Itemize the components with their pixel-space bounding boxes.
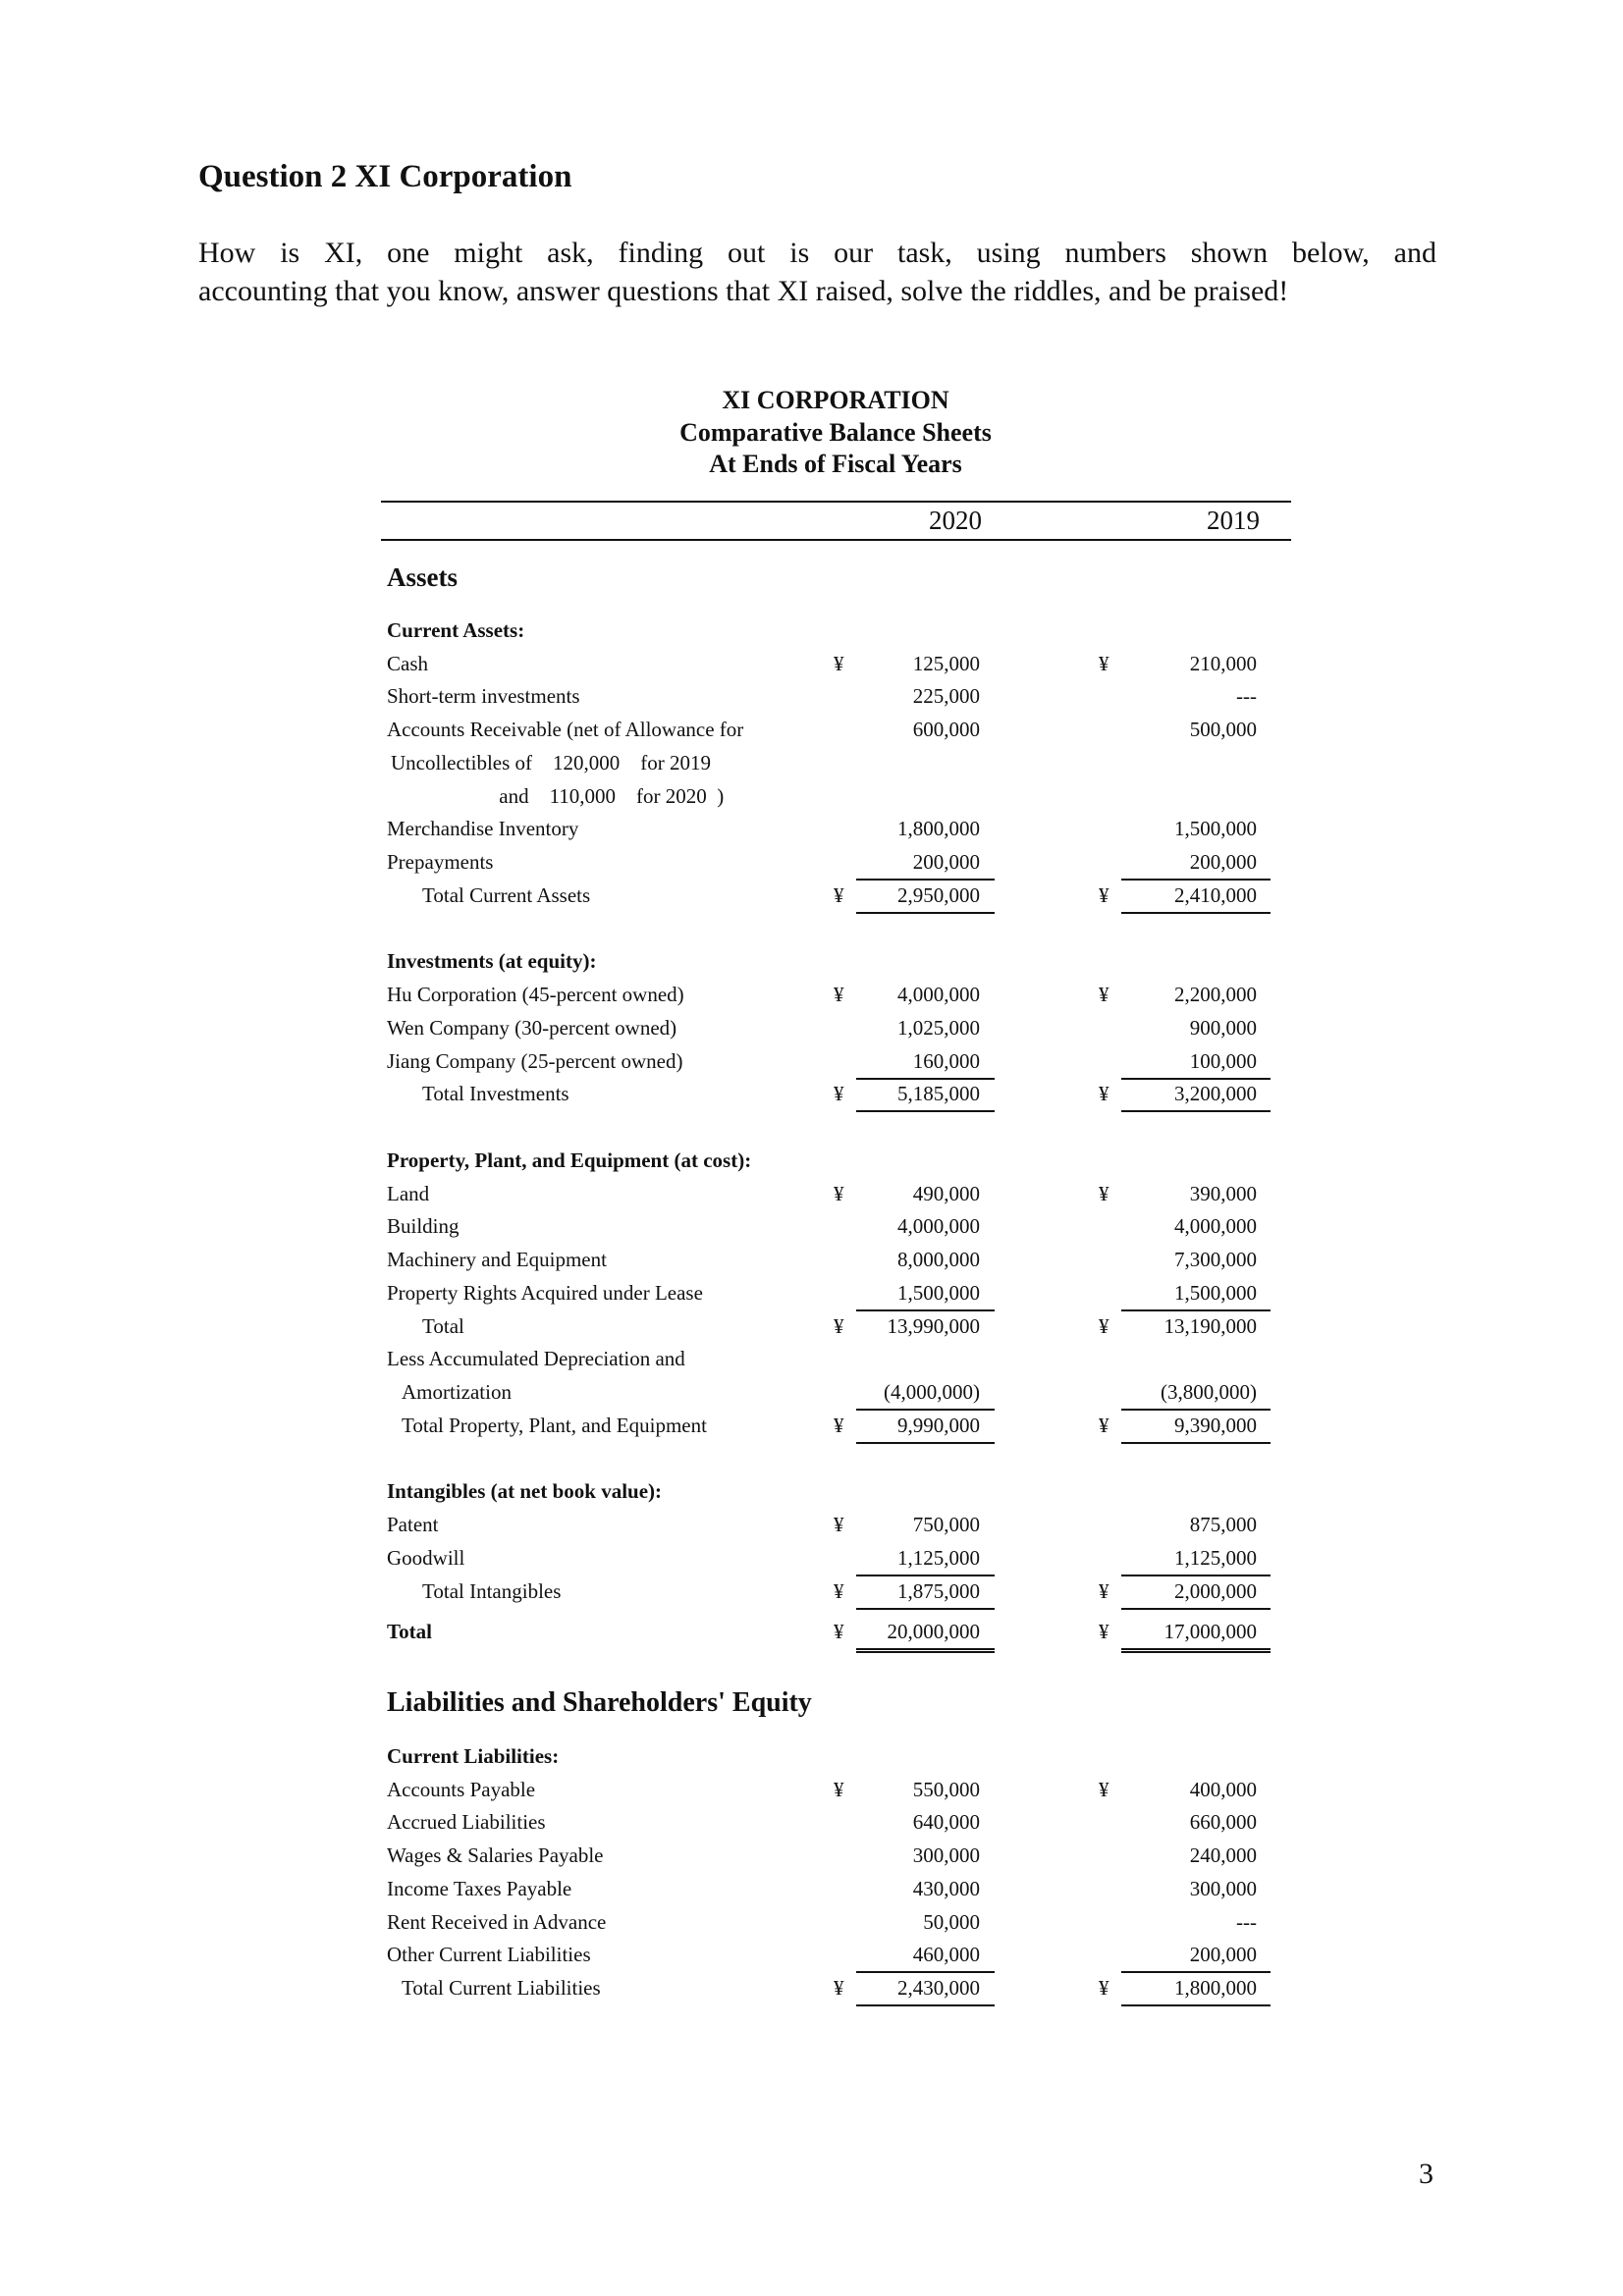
yen-symbol: ¥ <box>834 1513 844 1536</box>
value-2020: 50,000 <box>923 1909 980 1934</box>
value-2019: 210,000 <box>1189 651 1257 675</box>
row-label: Income Taxes Payable <box>387 1876 572 1900</box>
table-row <box>0 648 1623 681</box>
value-2020: 225,000 <box>912 684 980 709</box>
subsection-heading <box>0 1740 1623 1774</box>
statement-subtitle: At Ends of Fiscal Years <box>709 450 962 478</box>
value-2020: 9,990,000 <box>856 1410 995 1444</box>
table-row <box>0 1840 1623 1873</box>
value-2019: 7,300,000 <box>1174 1248 1257 1271</box>
spacer-row <box>0 1111 1623 1145</box>
yen-symbol: ¥ <box>1099 1777 1109 1801</box>
spacer-row <box>0 1443 1623 1476</box>
table-row <box>0 1244 1623 1277</box>
row-label: Assets <box>387 562 458 592</box>
row-label: Land <box>387 1181 430 1205</box>
table-row <box>0 1972 1623 2005</box>
value-2019: 200,000 <box>1121 846 1271 881</box>
yen-symbol: ¥ <box>1099 1976 1109 2000</box>
row-label: Building <box>387 1214 460 1239</box>
value-2019: 300,000 <box>1189 1876 1257 1900</box>
table-row <box>0 747 1623 780</box>
value-2019: 1,500,000 <box>1174 817 1257 841</box>
value-2019: 3,200,000 <box>1121 1078 1271 1112</box>
table-row <box>0 1078 1623 1111</box>
value-2019: 500,000 <box>1189 718 1257 741</box>
table-row <box>0 714 1623 747</box>
table-row <box>0 1178 1623 1211</box>
yen-symbol: ¥ <box>834 1578 844 1603</box>
page-number: 3 <box>1419 2158 1434 2190</box>
value-2019: 1,500,000 <box>1121 1277 1271 1311</box>
yen-symbol: ¥ <box>834 651 844 675</box>
intro-line: How is XI, one might ask, finding out is our task, using numbers shown below, and <box>198 237 1436 269</box>
row-label: Accounts Receivable (net of Allowance for <box>387 718 744 741</box>
row-label: Patent <box>387 1513 439 1536</box>
intro-paragraph <box>198 234 1436 310</box>
value-2020: 1,025,000 <box>897 1015 980 1040</box>
value-2019: 390,000 <box>1189 1181 1257 1205</box>
row-label: Property, Plant, and Equipment (at cost): <box>387 1148 752 1172</box>
value-2019: 1,125,000 <box>1121 1542 1271 1576</box>
year-2019-header: 2019 <box>1207 506 1260 535</box>
value-2019: 875,000 <box>1189 1513 1257 1536</box>
yen-symbol: ¥ <box>834 1082 844 1106</box>
row-label: Total <box>387 1620 432 1644</box>
yen-symbol: ¥ <box>1099 882 1109 907</box>
value-2020: 8,000,000 <box>897 1248 980 1271</box>
table-row <box>0 1906 1623 1940</box>
yen-symbol: ¥ <box>1099 1082 1109 1106</box>
yen-symbol: ¥ <box>1099 1413 1109 1437</box>
row-label: Merchandise Inventory <box>387 817 579 841</box>
table-row <box>0 1045 1623 1079</box>
value-2019: 2,410,000 <box>1121 880 1271 914</box>
subsection-heading <box>0 1145 1623 1178</box>
value-2019: 4,000,000 <box>1174 1214 1257 1239</box>
value-2019: 13,190,000 <box>1163 1313 1257 1338</box>
yen-symbol: ¥ <box>1099 1578 1109 1603</box>
intro-line: accounting that you know, answer questions that XI raised, solve the riddles, and be praised! <box>198 275 1289 307</box>
value-2020: 750,000 <box>912 1513 980 1536</box>
spacer-row <box>0 913 1623 946</box>
row-label: Cash <box>387 651 428 675</box>
row-label: Uncollectibles of 120,000 for 2019 <box>391 750 712 774</box>
value-2019: 17,000,000 <box>1121 1616 1271 1653</box>
yen-symbol: ¥ <box>834 1413 844 1437</box>
value-2020: 1,125,000 <box>856 1542 995 1576</box>
value-2020: 640,000 <box>912 1810 980 1835</box>
row-label: Total <box>422 1313 464 1338</box>
section-heading <box>0 1686 1623 1720</box>
table-row <box>0 979 1623 1012</box>
row-label: Accrued Liabilities <box>387 1810 546 1835</box>
subsection-heading <box>0 945 1623 979</box>
value-2020: 20,000,000 <box>856 1616 995 1653</box>
subsection-heading <box>0 614 1623 648</box>
table-row <box>0 1774 1623 1807</box>
row-label: Rent Received in Advance <box>387 1909 607 1934</box>
row-label: Total Current Liabilities <box>402 1976 601 2000</box>
value-2019: 2,200,000 <box>1174 983 1257 1006</box>
row-label: Machinery and Equipment <box>387 1248 607 1271</box>
value-2019: 900,000 <box>1189 1015 1257 1040</box>
row-label: Jiang Company (25-percent owned) <box>387 1048 683 1073</box>
row-label: Investments (at equity): <box>387 949 597 974</box>
value-2019: 1,800,000 <box>1121 1972 1271 2006</box>
value-2020: 160,000 <box>856 1045 995 1080</box>
yen-symbol: ¥ <box>1099 1620 1109 1644</box>
table-row <box>0 1343 1623 1376</box>
value-2020: 300,000 <box>912 1843 980 1867</box>
row-label: Short-term investments <box>387 684 580 709</box>
value-2020: 13,990,000 <box>887 1313 980 1338</box>
value-2020: 1,875,000 <box>856 1575 995 1610</box>
row-label: Total Investments <box>422 1082 569 1106</box>
value-2019: 100,000 <box>1121 1045 1271 1080</box>
row-label: Property Rights Acquired under Lease <box>387 1280 703 1305</box>
row-label: Total Current Assets <box>422 882 591 907</box>
value-2019: 660,000 <box>1189 1810 1257 1835</box>
year-2020-header: 2020 <box>929 506 982 535</box>
value-2020: 1,500,000 <box>856 1277 995 1311</box>
value-2019: 400,000 <box>1189 1777 1257 1801</box>
row-label: Prepayments <box>387 850 494 874</box>
row-label: Liabilities and Shareholders' Equity <box>387 1687 812 1718</box>
row-label: Wen Company (30-percent owned) <box>387 1015 677 1040</box>
header-bottom-rule <box>381 539 1291 541</box>
table-row <box>0 1939 1623 1972</box>
value-2020: 490,000 <box>912 1181 980 1205</box>
yen-symbol: ¥ <box>834 1313 844 1338</box>
company-name: XI CORPORATION <box>722 386 949 414</box>
table-row <box>0 1806 1623 1840</box>
row-label: Hu Corporation (45-percent owned) <box>387 983 684 1006</box>
yen-symbol: ¥ <box>834 1620 844 1644</box>
yen-symbol: ¥ <box>1099 1313 1109 1338</box>
value-2020: 4,000,000 <box>897 1214 980 1239</box>
value-2020: (4,000,000) <box>856 1376 995 1411</box>
table-row <box>0 1509 1623 1542</box>
row-label: Total Property, Plant, and Equipment <box>402 1413 707 1437</box>
table-row <box>0 813 1623 846</box>
table-row <box>0 846 1623 880</box>
table-row <box>0 1210 1623 1244</box>
yen-symbol: ¥ <box>834 1976 844 2000</box>
value-2019: 2,000,000 <box>1121 1575 1271 1610</box>
value-2020: 2,950,000 <box>856 880 995 914</box>
row-label: Intangibles (at net book value): <box>387 1479 663 1504</box>
row-label: Less Accumulated Depreciation and <box>387 1347 685 1371</box>
table-row <box>0 880 1623 913</box>
value-2020: 550,000 <box>912 1777 980 1801</box>
value-2020: 5,185,000 <box>856 1078 995 1112</box>
table-row <box>0 1410 1623 1443</box>
value-2020: 460,000 <box>856 1939 995 1973</box>
table-row <box>0 1575 1623 1609</box>
row-label: Amortization <box>402 1380 512 1404</box>
table-row <box>0 1310 1623 1344</box>
row-label: Current Liabilities: <box>387 1743 560 1768</box>
table-row <box>0 780 1623 814</box>
row-label: Goodwill <box>387 1545 465 1570</box>
yen-symbol: ¥ <box>1099 983 1109 1006</box>
table-row <box>0 1873 1623 1906</box>
row-label: Other Current Liabilities <box>387 1943 591 1967</box>
value-2020: 200,000 <box>856 846 995 881</box>
value-2019: 240,000 <box>1189 1843 1257 1867</box>
row-label: and 110,000 for 2020 ) <box>391 783 725 808</box>
yen-symbol: ¥ <box>834 882 844 907</box>
yen-symbol: ¥ <box>834 983 844 1006</box>
value-2020: 4,000,000 <box>897 983 980 1006</box>
row-label: Wages & Salaries Payable <box>387 1843 604 1867</box>
subsection-heading <box>0 1475 1623 1509</box>
value-2019: (3,800,000) <box>1121 1376 1271 1411</box>
question-title: Question 2 XI Corporation <box>198 159 572 194</box>
table-row <box>0 1277 1623 1310</box>
table-row <box>0 1542 1623 1575</box>
table-row <box>0 1616 1623 1649</box>
value-2019: --- <box>1236 684 1257 709</box>
yen-symbol: ¥ <box>834 1181 844 1205</box>
value-2020: 430,000 <box>912 1876 980 1900</box>
table-row <box>0 1012 1623 1045</box>
value-2019: --- <box>1236 1909 1257 1934</box>
yen-symbol: ¥ <box>1099 1181 1109 1205</box>
header-top-rule <box>381 501 1291 503</box>
section-heading <box>0 561 1623 595</box>
value-2020: 1,800,000 <box>897 817 980 841</box>
yen-symbol: ¥ <box>834 1777 844 1801</box>
yen-symbol: ¥ <box>1099 651 1109 675</box>
balance-sheet-rows <box>0 561 1623 2005</box>
statement-title: Comparative Balance Sheets <box>679 418 992 447</box>
value-2020: 600,000 <box>912 718 980 741</box>
value-2019: 200,000 <box>1121 1939 1271 1973</box>
value-2019: 9,390,000 <box>1121 1410 1271 1444</box>
value-2020: 2,430,000 <box>856 1972 995 2006</box>
row-label: Accounts Payable <box>387 1777 536 1801</box>
table-row <box>0 1376 1623 1410</box>
row-label: Total Intangibles <box>422 1578 562 1603</box>
table-row <box>0 680 1623 714</box>
value-2020: 125,000 <box>912 651 980 675</box>
row-label: Current Assets: <box>387 617 525 642</box>
